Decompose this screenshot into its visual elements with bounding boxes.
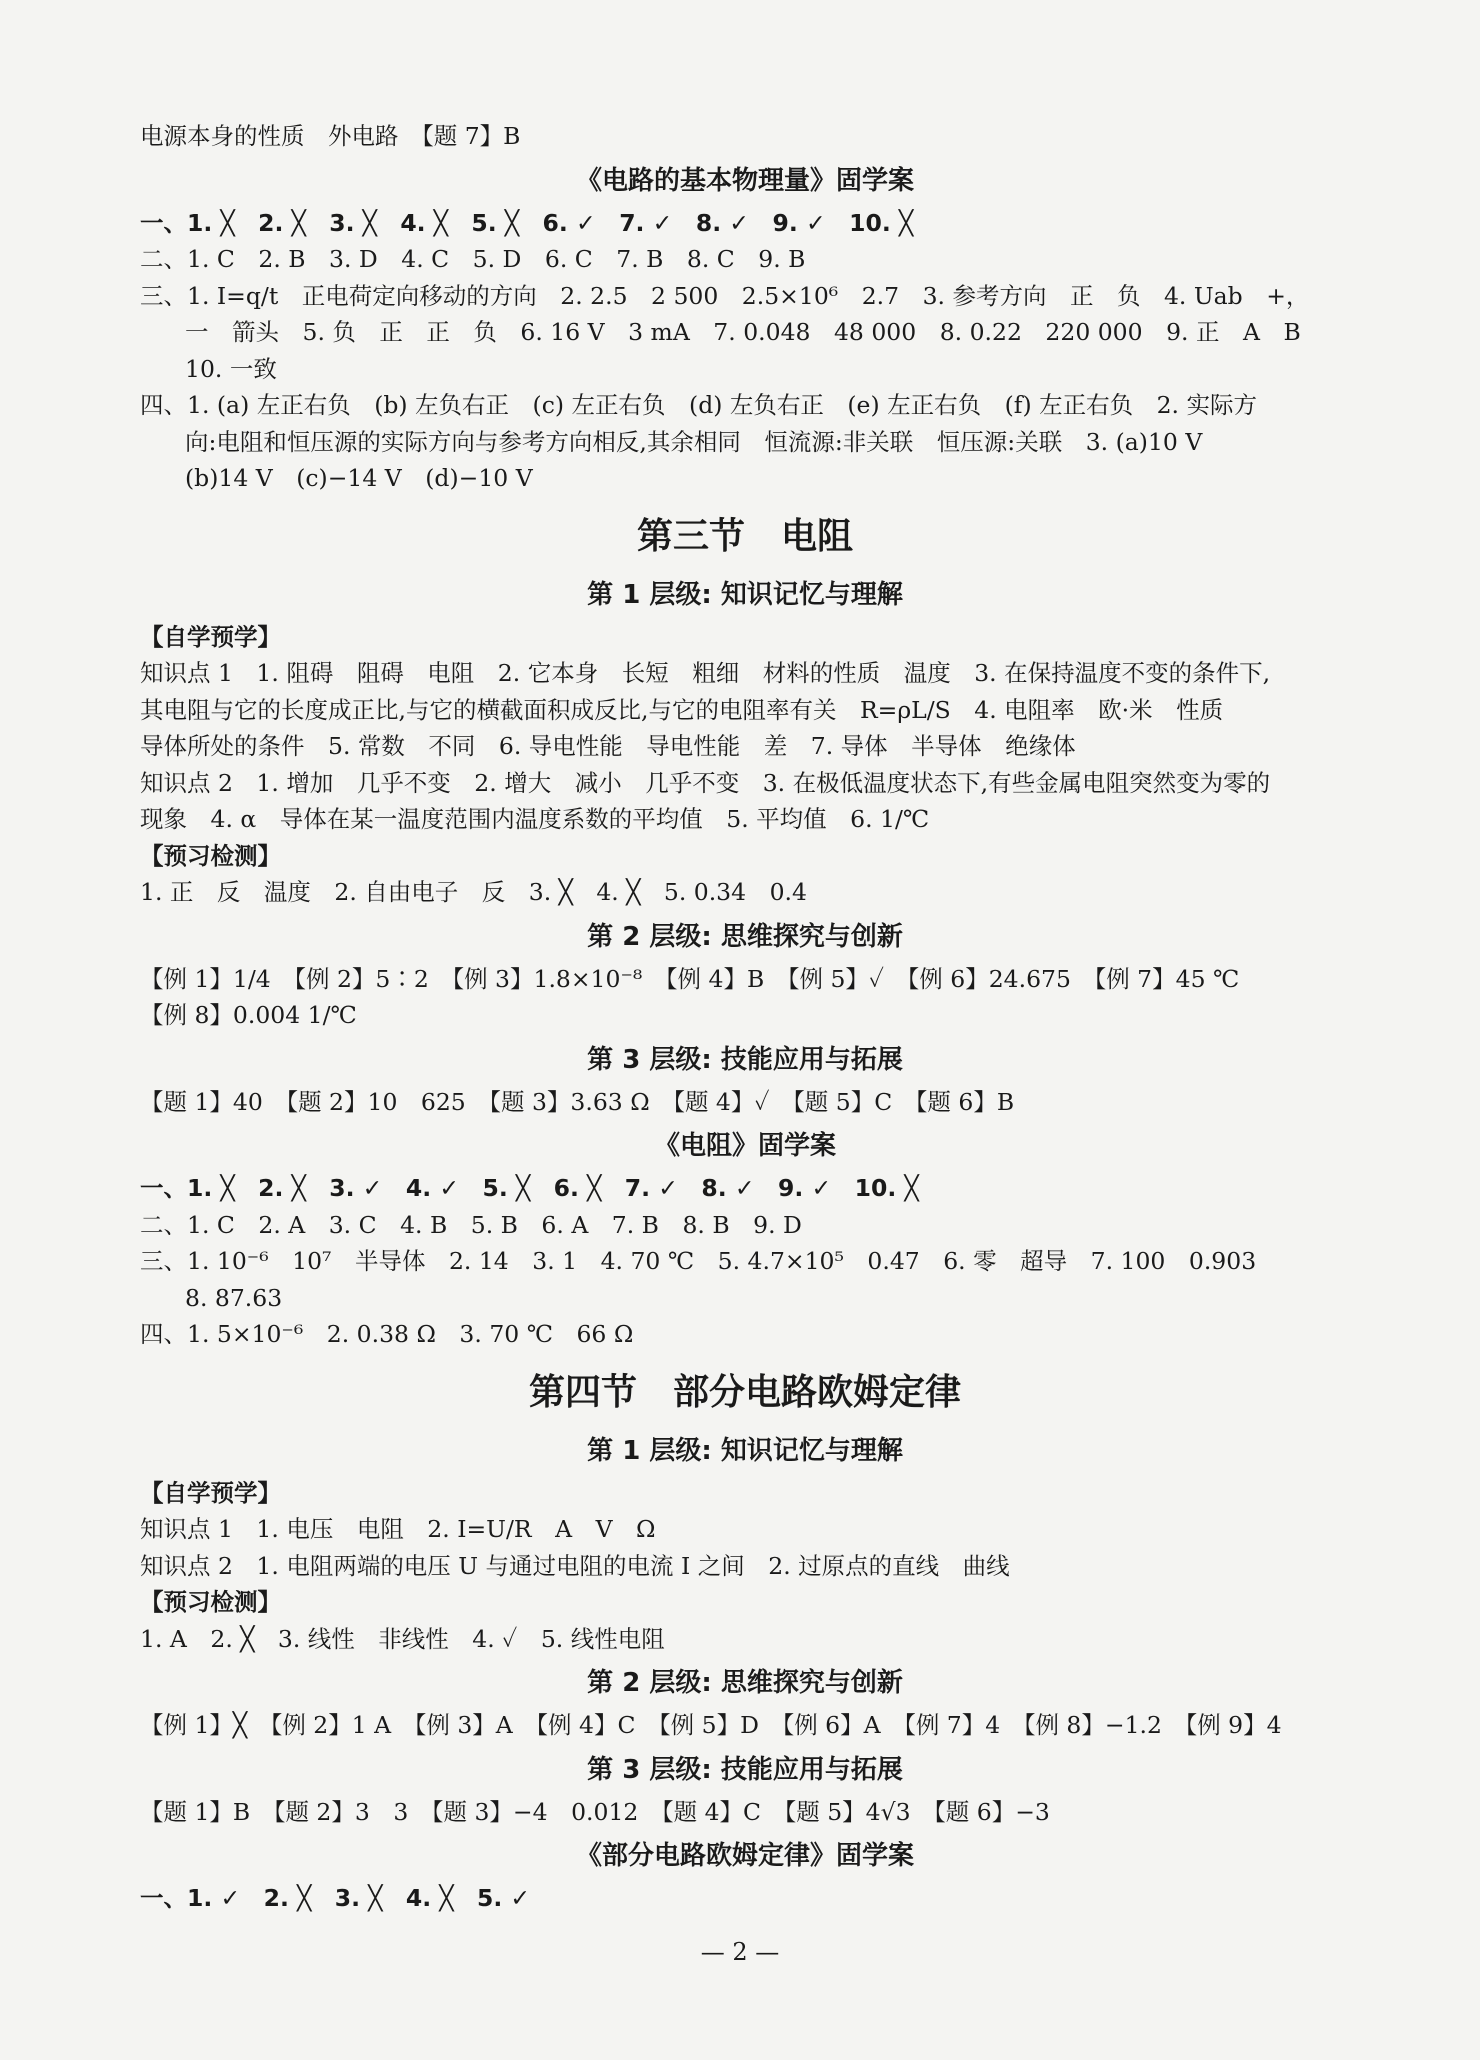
section-title-resistance-consolidation: 《电阻》固学案 (653, 1131, 836, 1161)
answer-line: 8. 87.63 (185, 1283, 283, 1312)
knowledge-point-line: 其电阻与它的长度成正比,与它的横截面积成反比,与它的电阻率有关 R=ρL/S 4. 电阻率 欧·米 性质 (140, 695, 1224, 724)
answer-line: 二、1. C 2. A 3. C 4. B 5. B 6. A 7. B 8. B 9. D (140, 1210, 802, 1239)
chapter-title-resistance: 第三节 电阻 (636, 515, 853, 557)
answer-line: 二、1. C 2. B 3. D 4. C 5. D 6. C 7. B 8. C 9. B (140, 245, 806, 273)
answer-line: 一、1. ✓ 2. ╳ 3. ╳ 4. ╳ 5. ✓ (140, 1884, 531, 1912)
answer-line: 一、1. ╳ 2. ╳ 3. ✓ 4. ✓ 5. ╳ 6. ╳ 7. ✓ 8. ✓ 9. ✓ 10. ╳ (140, 1174, 919, 1202)
exercise-line: 【题 1】40 【题 2】10 625 【题 3】3.63 Ω 【题 4】✓ 【题 5】C 【题 6】B (140, 1087, 1015, 1116)
answer-line: 向:电阻和恒压源的实际方向与参考方向相反,其余相同 恒流源:非关联 恒压源:关联 3. (a)10 V (185, 427, 1203, 456)
level-3-title: 第 3 层级: 技能应用与拓展 (587, 1754, 903, 1785)
knowledge-point-line: 知识点 2 1. 电阻两端的电压 U 与通过电阻的电流 I 之间 2. 过原点的直线 曲线 (140, 1551, 1010, 1580)
tag-self-study: 【自学预学】 (140, 1478, 281, 1507)
knowledge-point-line: 知识点 1 1. 电压 电阻 2. I=U/R A V Ω (140, 1515, 656, 1543)
answer-line: 10. 一致 (185, 354, 277, 383)
level-1-title: 第 1 层级: 知识记忆与理解 (587, 1435, 903, 1466)
answer-line: 1. A 2. ╳ 3. 线性 非线性 4. ✓ 5. 线性电阻 (140, 1624, 665, 1653)
section-title-circuit-quantities: 《电路的基本物理量》固学案 (575, 165, 914, 196)
example-line: 【例 1】╳ 【例 2】1 A 【例 3】A 【例 4】C 【例 5】D 【例 6】A 【例 7】4 【例 8】−1.2 【例 9】4 (140, 1711, 1282, 1739)
top-line: 电源本身的性质 外电路 【题 7】B (140, 122, 521, 150)
answer-line: 一、1. ╳ 2. ╳ 3. ╳ 4. ╳ 5. ╳ 6. ✓ 7. ✓ 8. ✓ 9. ✓ 10. ╳ (140, 208, 914, 237)
answer-line: 1. 正 反 温度 2. 自由电子 反 3. ╳ 4. ╳ 5. 0.34 0.4 (140, 878, 807, 906)
exercise-line: 【题 1】B 【题 2】3 3 【题 3】−4 0.012 【题 4】C 【题 5】4√3 【题 6】−3 (140, 1797, 1050, 1826)
tag-preview-check: 【预习检测】 (140, 841, 281, 870)
knowledge-point-line: 知识点 1 1. 阻碍 阻碍 电阻 2. 它本身 长短 粗细 材料的性质 温度 3. 在保持温度不变的条件下, (140, 659, 1271, 687)
answer-line: 三、1. I=q/t 正电荷定向移动的方向 2. 2.5 2 500 2.5×10⁶ 2.7 3. 参考方向 正 负 4. Uab +， (140, 281, 1310, 310)
page-number: — 2 — (700, 1938, 780, 1966)
answer-line: 四、1. 5×10⁻⁶ 2. 0.38 Ω 3. 70 ℃ 66 Ω (140, 1320, 634, 1348)
level-2-title: 第 2 层级: 思维探究与创新 (587, 1668, 903, 1698)
tag-preview-check: 【预习检测】 (140, 1588, 281, 1616)
level-2-title: 第 2 层级: 思维探究与创新 (587, 921, 903, 952)
answer-line: 四、1. (a) 左正右负 (b) 左负右正 (c) 左正右负 (d) 左负右正 (e) 左正右负 (f) 左正右负 2. 实际方 (140, 391, 1257, 419)
section-title-ohms-law-consolidation: 《部分电路欧姆定律》固学案 (575, 1841, 914, 1871)
knowledge-point-line: 知识点 2 1. 增加 几乎不变 2. 增大 减小 几乎不变 3. 在极低温度状态下,有些金属电阻突然变为零的 (140, 768, 1271, 797)
example-line: 【例 8】0.004 1/℃ (140, 1001, 357, 1029)
level-1-title: 第 1 层级: 知识记忆与理解 (587, 579, 903, 610)
knowledge-point-line: 现象 4. α 导体在某一温度范围内温度系数的平均值 5. 平均值 6. 1/℃ (140, 805, 930, 833)
knowledge-point-line: 导体所处的条件 5. 常数 不同 6. 导电性能 导电性能 差 7. 导体 半导体 绝缘体 (140, 732, 1076, 760)
chapter-title-ohms-law: 第四节 部分电路欧姆定律 (528, 1371, 961, 1413)
tag-self-study: 【自学预学】 (140, 622, 281, 651)
answer-line: 一 箭头 5. 负 正 正 负 6. 16 V 3 mA 7. 0.048 48 000 8. 0.22 220 000 9. 正 A B (185, 318, 1301, 346)
example-line: 【例 1】1/4 【例 2】5∶2 【例 3】1.8×10⁻⁸ 【例 4】B 【例 5】✓ 【例 6】24.675 【例 7】45 ℃ (140, 964, 1240, 993)
answer-line: 三、1. 10⁻⁶ 10⁷ 半导体 2. 14 3. 1 4. 70 ℃ 5. 4.7×10⁵ 0.47 6. 零 超导 7. 100 0.903 (140, 1247, 1257, 1275)
level-3-title: 第 3 层级: 技能应用与拓展 (587, 1044, 903, 1075)
answer-line: (b)14 V (c)−14 V (d)−10 V (185, 464, 533, 492)
